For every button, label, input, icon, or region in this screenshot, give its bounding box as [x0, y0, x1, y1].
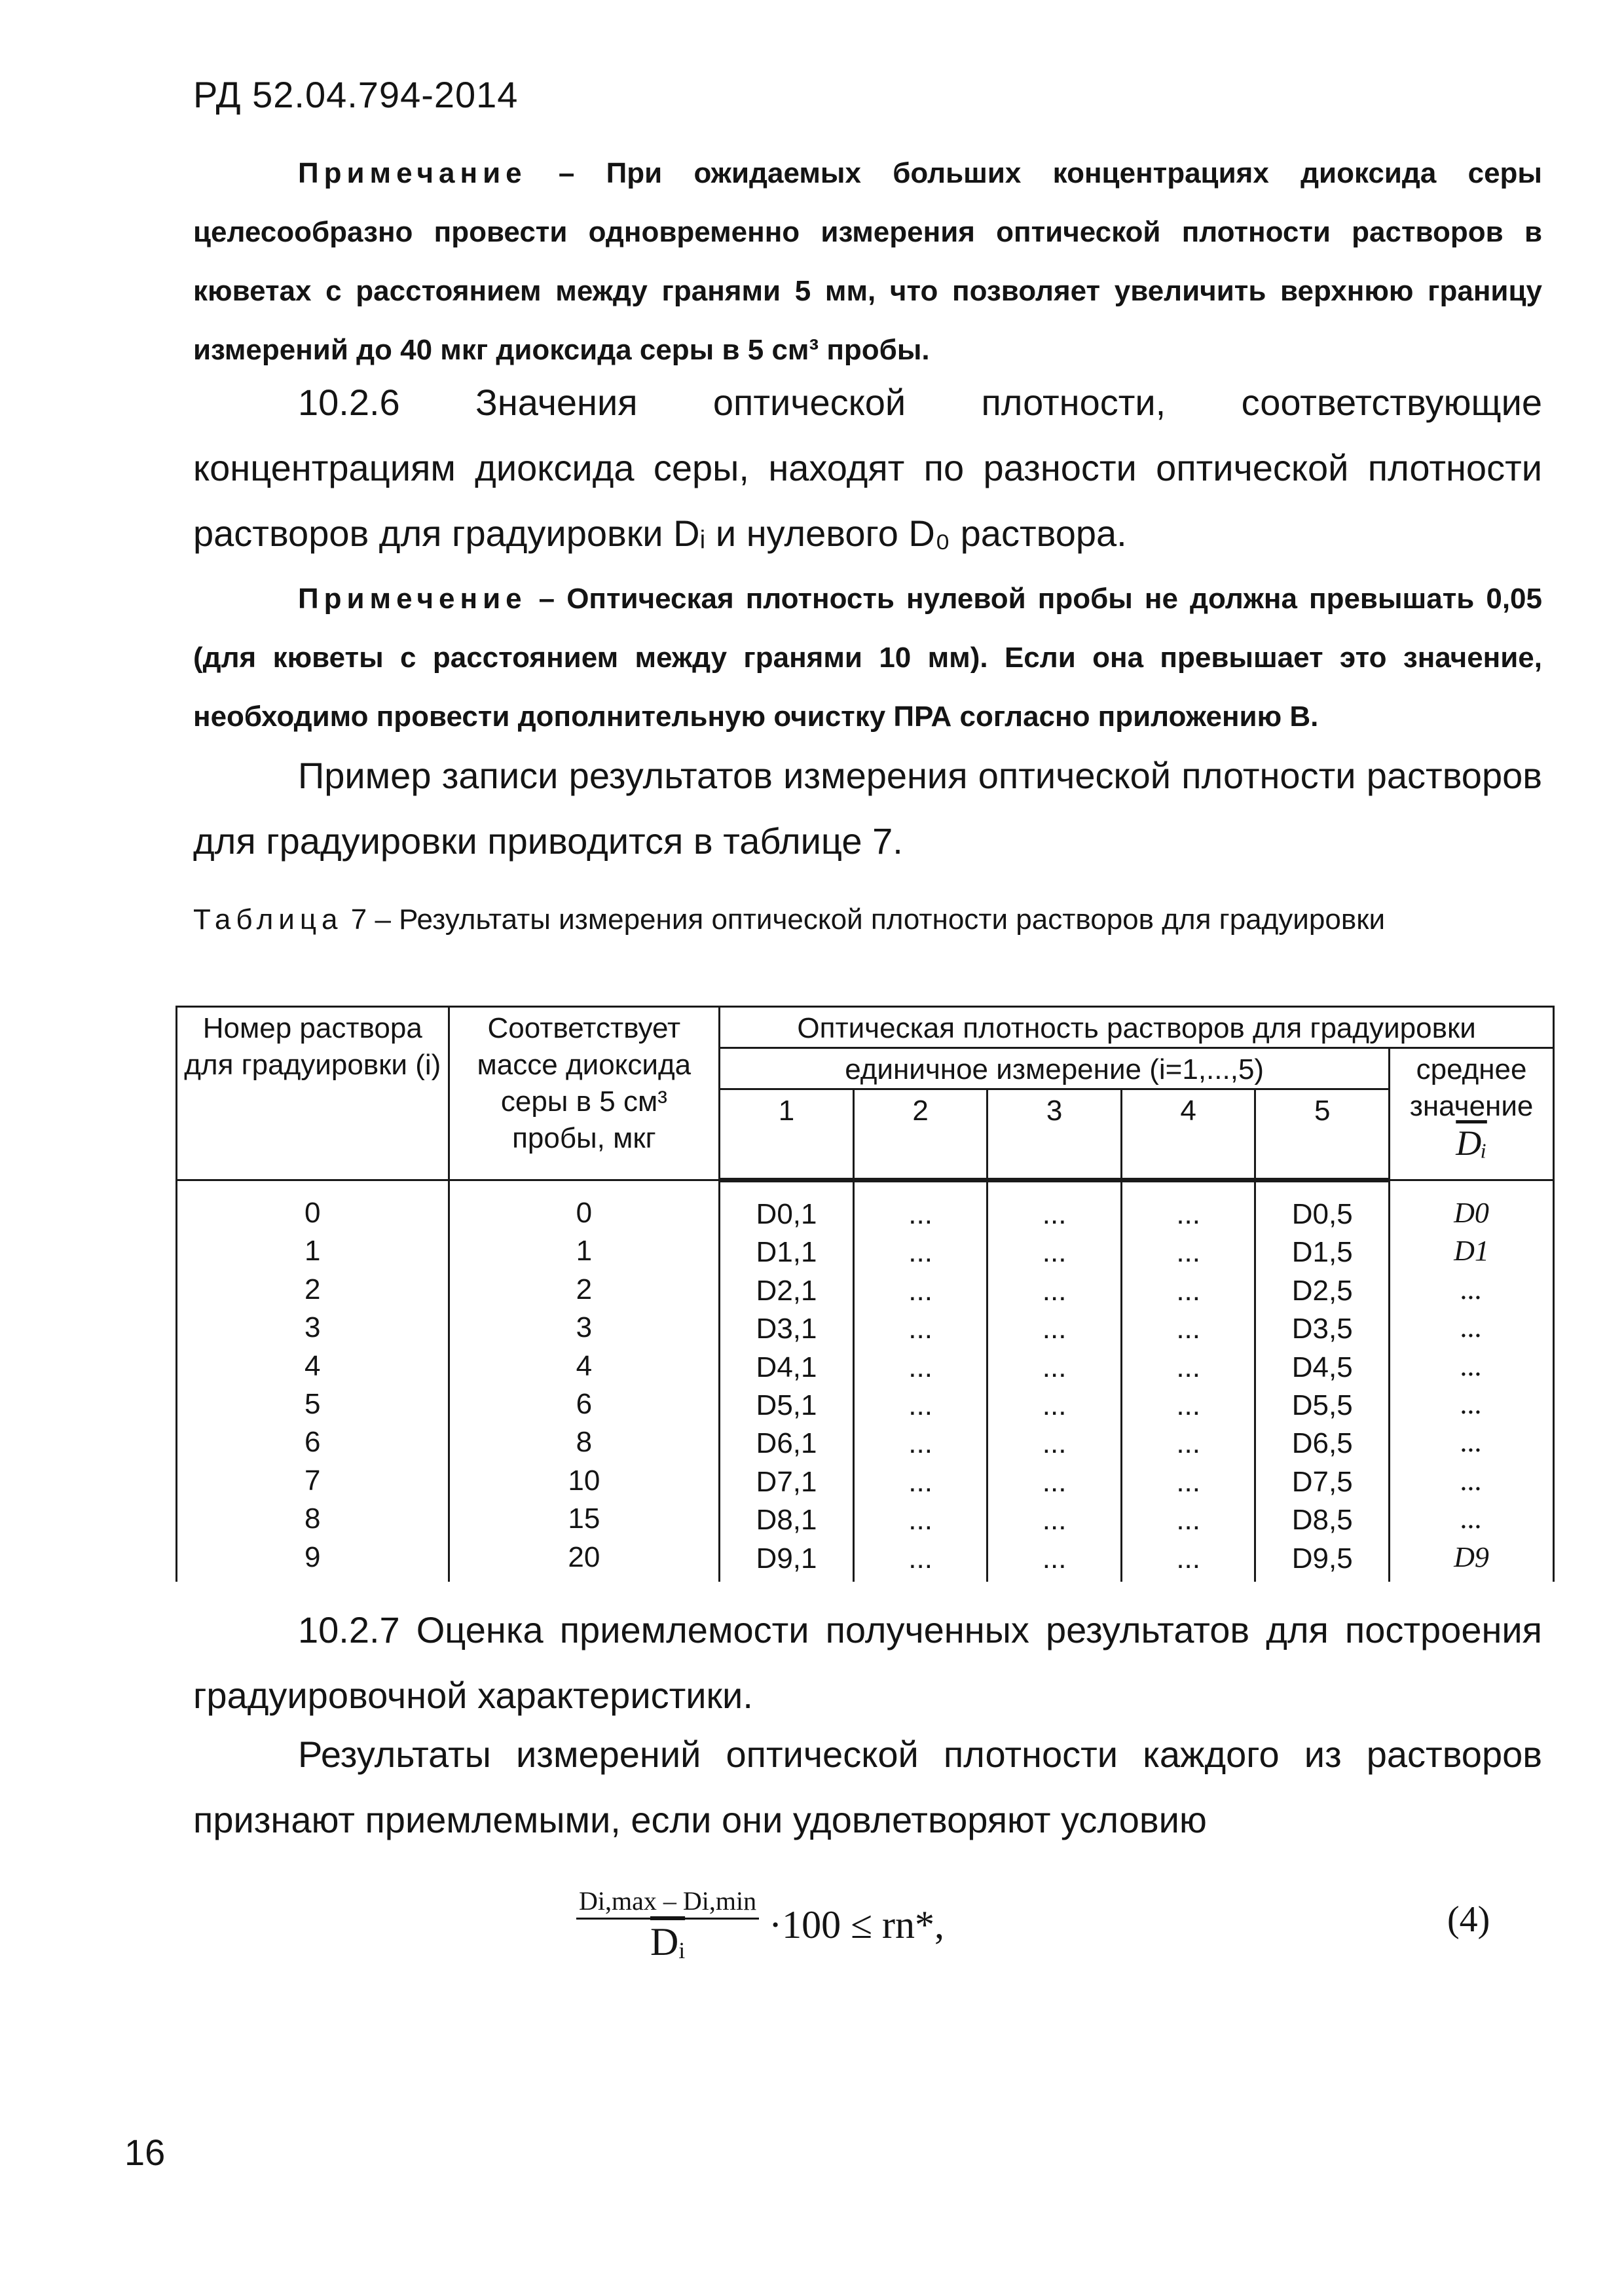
- paragraph-example: Пример записи результатов измерения оптической плотности растворов для градуировки приводится в таблице 7.: [193, 755, 1542, 862]
- header-meas-3: 3: [987, 1089, 1122, 1180]
- note-1-text: – При ожидаемых больших концентрациях диоксида серы целесообразно провести одновременно измерения оптической плотности растворов в кюветах с расстоянием между гранями 5 мм, что позволяет увеличить верхнюю границу измерений до 40 мкг диоксида серы в 5 см³ пробы.: [193, 157, 1542, 366]
- table-body-row: [177, 1180, 1554, 1582]
- header-meas-1: 1: [720, 1089, 854, 1180]
- header-meas-2: 2: [853, 1089, 987, 1180]
- table-7-caption-lead: Таблица: [193, 903, 343, 936]
- header-meas-5: 5: [1255, 1089, 1390, 1180]
- formula-fraction: [576, 1886, 759, 1965]
- cells-meas-1: D0,1 D1,1 D2,1 D3,1 D4,1 D5,1 D6,1 D7,1 D8,1 D9,1: [720, 1180, 854, 1582]
- header-mean-label: среднее значение: [1409, 1053, 1534, 1122]
- formula-denominator: Dᵢ: [650, 1920, 686, 1963]
- header-solution-number: Номер раствора для градуировки (i): [177, 1007, 449, 1180]
- note-1: [193, 144, 1542, 380]
- note-2-text: – Оптическая плотность нулевой пробы не должна превышать 0,05 (для кюветы с расстоянием между гранями 10 мм). Если она превышает это значение, необходимо провести дополнительную очистку ПРА согласно приложению В.: [193, 583, 1542, 733]
- formula-4: [576, 1886, 944, 1965]
- cells-solution-number: 0 1 2 3 4 5 6 7 8 9: [177, 1180, 449, 1582]
- table-7-caption-text: 7 – Результаты измерения оптической плотности растворов для градуировки: [342, 903, 1386, 936]
- note-2: [193, 570, 1542, 746]
- document-code: РД 52.04.794-2014: [193, 74, 519, 115]
- cells-mean: D0 D1 ... ... ... ... ... ... ... D9: [1390, 1180, 1554, 1582]
- paragraph-10-2-6: 10.2.6 Значения оптической плотности, соответствующие концентрациям диоксида серы, находят по разности оптической плотности растворов для градуировки Dᵢ и нулевого D₀ раствора.: [193, 382, 1542, 554]
- paragraph-results: Результаты измерений оптической плотности каждого из растворов признают приемлемыми, если они удовлетворяют условию: [193, 1734, 1542, 1840]
- header-meas-4: 4: [1121, 1089, 1255, 1180]
- page-number: 16: [124, 2132, 166, 2173]
- note-1-lead: Примечание: [298, 157, 527, 189]
- header-optical-density: Оптическая плотность растворов для градуировки: [720, 1007, 1554, 1048]
- cells-meas-3: ... ... ... ... ... ... ... ... ... ...: [987, 1180, 1122, 1582]
- header-single-measurement: единичное измерение (i=1,...,5): [720, 1048, 1390, 1089]
- note-2-lead: Примечение: [298, 583, 527, 615]
- header-mean: [1390, 1048, 1554, 1180]
- header-mass: Соответствует массе диоксида серы в 5 см³ пробы, мкг: [449, 1007, 720, 1180]
- cells-meas-2: ... ... ... ... ... ... ... ... ... ...: [853, 1180, 987, 1582]
- formula-rest: ·100 ≤ rn*,: [769, 1903, 944, 1946]
- cells-meas-5: D0,5 D1,5 D2,5 D3,5 D4,5 D5,5 D6,5 D7,5 D8,5 D9,5: [1255, 1180, 1390, 1582]
- table-7: [175, 1006, 1555, 1582]
- cells-meas-4: ... ... ... ... ... ... ... ... ... ...: [1121, 1180, 1255, 1582]
- header-mean-symbol: $\overline{Dᵢ}$: [1456, 1123, 1487, 1163]
- equation-number: (4): [1447, 1899, 1490, 1940]
- cells-mass: 0 1 2 3 4 6 8 10 15 20: [449, 1180, 720, 1582]
- table-7-caption: [193, 890, 1542, 949]
- paragraph-10-2-7: 10.2.7 Оценка приемлемости полученных результатов для построения градуировочной характеристики.: [193, 1609, 1542, 1716]
- formula-numerator: Di,max – Di,min: [576, 1886, 759, 1920]
